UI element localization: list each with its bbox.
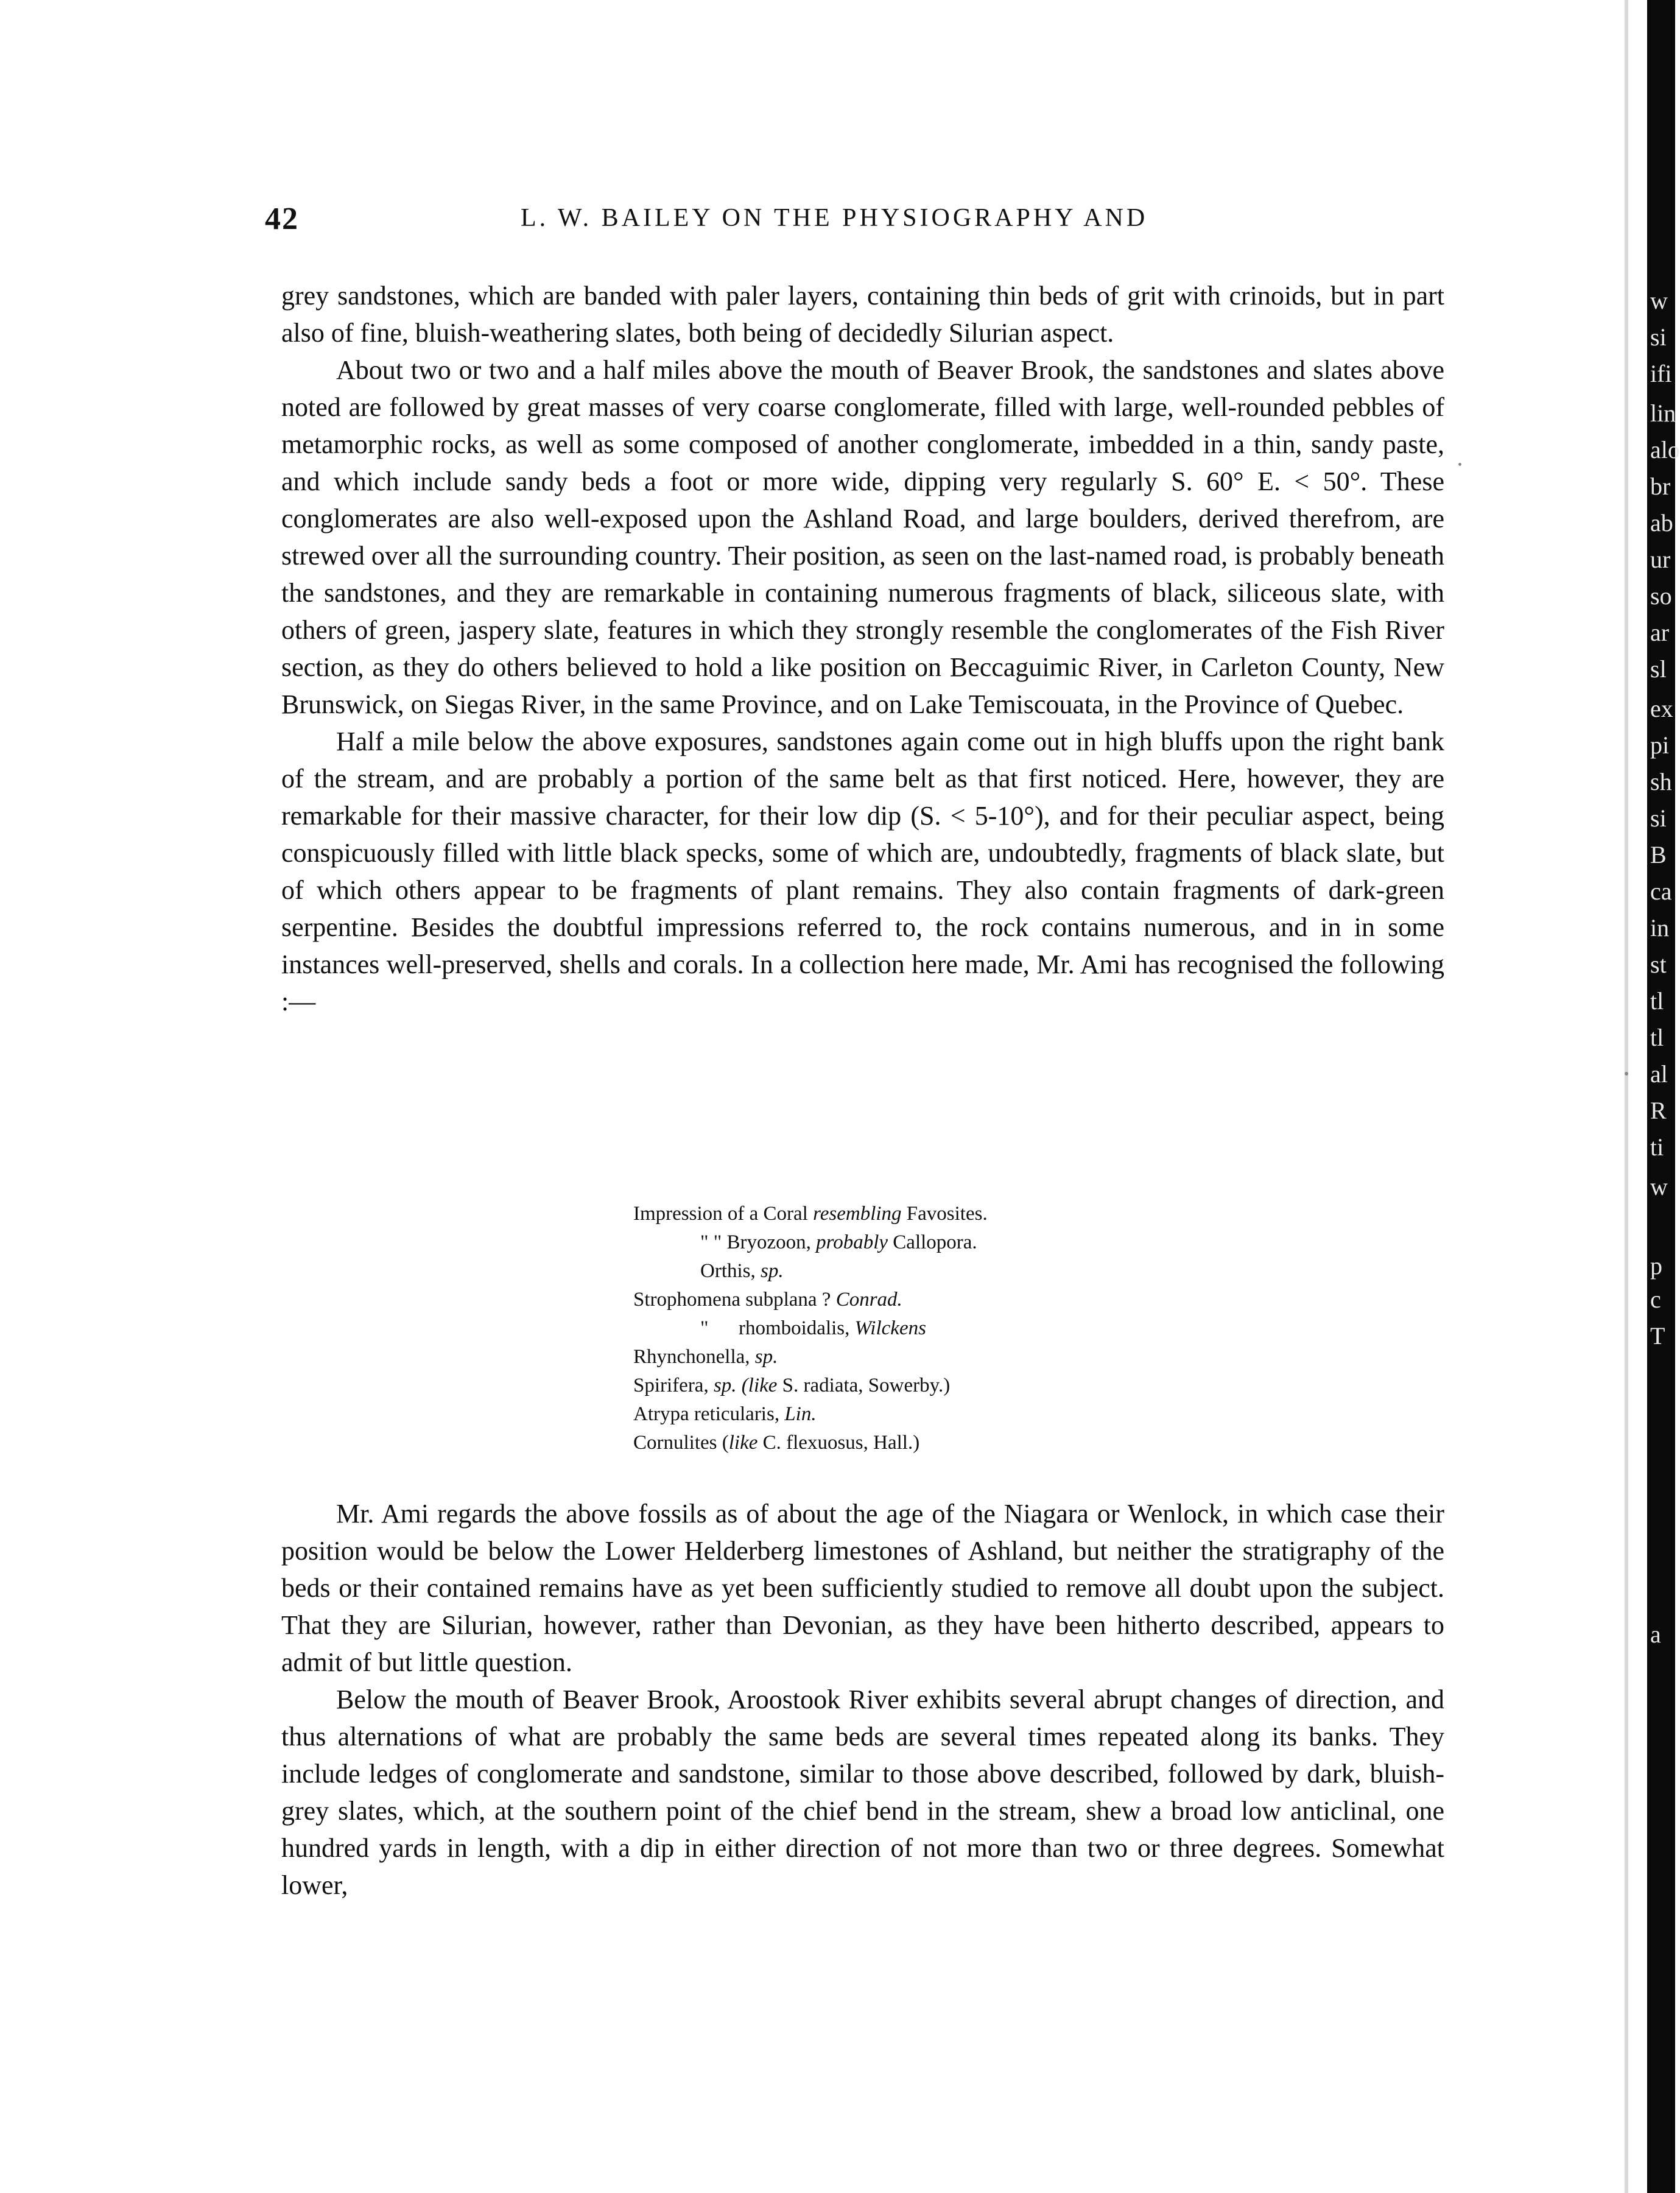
running-head: L. W. BAILEY ON THE PHYSIOGRAPHY AND xyxy=(521,204,1148,232)
facing-page-fragment: ar xyxy=(1650,619,1670,646)
fossil-entry: Orthis, sp. xyxy=(700,1260,784,1282)
facing-page-fragment: tl xyxy=(1650,987,1664,1015)
fossil-entry: Impression of a Coral resembling Favosites. xyxy=(633,1203,988,1225)
facing-page-fragment: pi xyxy=(1650,731,1670,759)
gutter-shadow xyxy=(1625,0,1628,2193)
facing-page-fragment: br xyxy=(1650,473,1671,500)
fossil-entry: " " Bryozoon, probably Callopora. xyxy=(700,1231,977,1253)
page-number: 42 xyxy=(265,202,299,236)
facing-page-fragment: so xyxy=(1650,582,1672,610)
facing-page-fragment: ur xyxy=(1650,546,1671,573)
facing-page-fragment: B xyxy=(1650,841,1667,868)
paragraph: Below the mouth of Beaver Brook, Aroostook River exhibits several abrupt changes of direction, and thus alternations of what are probably the same beds are several times repeated along its banks. They include ledges of conglomerate and sandstone, similar to those above described, followed by dark, bluish-grey slates, which, at the southern point of the chief bend in the stream, shew a broad low anticlinal, one hundred yards in length, with a dip in either direction of not more than two or three degrees. Somewhat lower, xyxy=(281,1684,1444,1900)
facing-page-fragment: sh xyxy=(1650,768,1672,795)
facing-page-fragment: w xyxy=(1650,1173,1668,1200)
paragraph: About two or two and a half miles above the mouth of Beaver Brook, the sandstones and slates above noted are followed by great masses of very coarse conglomerate, filled with large, well-rounded pebbles of metamorphic rocks, as well as some composed of another conglomerate, imbedded in a thin, sandy paste, and which include sandy beds a foot or more wide, dipping very regularly S. 60° E. < 50°. These conglomerates are also well-exposed upon the Ashland Road, and large boulders, derived therefrom, are strewed over all the surrounding country. Their position, as seen on the last-named road, is probably beneath the sandstones, and they are remarkable in containing numerous fragments of black, siliceous slate, with others of green, jaspery slate, features in which they strongly resemble the conglomerates of the Fish River section, as they do others believed to hold a like position on Beccaguimic River, in Carleton County, New Brunswick, on Siegas River, in the same Province, and on Lake Temiscouata, in the Province of Quebec. xyxy=(281,355,1444,719)
facing-page-fragment: tl xyxy=(1650,1024,1664,1051)
facing-page-fragment: w xyxy=(1650,287,1668,314)
paragraph: Half a mile below the above exposures, sandstones again come out in high bluffs upon the right bank of the stream, and are probably a portion of the same belt as that first noticed. Here, however, they are remarkable for their massive character, for their low dip (S. < 5-10°), and for their peculiar aspect, being conspicuously filled with little black specks, some of which are, undoubtedly, fragments of black slate, but of which others appear to be fragments of plant remains. They also contain fragments of dark-green serpentine. Besides the doubtful impressions referred to, the rock contains numerous, and in in some instances well-preserved, shells and corals. In a collection here made, Mr. Ami has recognised the following :— xyxy=(281,727,1444,1016)
scan-speck xyxy=(1458,463,1461,466)
facing-page-fragment: T xyxy=(1650,1322,1665,1350)
facing-page-fragment: c xyxy=(1650,1286,1661,1313)
body-text-top xyxy=(281,277,1444,1020)
facing-page-fragment: a xyxy=(1650,1621,1661,1648)
paragraph: Mr. Ami regards the above fossils as of about the age of the Niagara or Wenlock, in which case their position would be below the Lower Helderberg limestones of Ashland, but neither the stratigraphy of the beds or their contained remains have as yet been sufficiently studied to remove all doubt upon the subject. That they are Silurian, however, rather than Devonian, as they have been hitherto described, appears to admit of but little question. xyxy=(281,1499,1444,1677)
facing-page-fragment: ex xyxy=(1650,695,1673,722)
facing-page-fragment: lin xyxy=(1650,400,1676,427)
fossil-entry: Spirifera, sp. (like S. radiata, Sowerby.) xyxy=(633,1375,951,1396)
scan-speck xyxy=(1625,1072,1628,1075)
paragraph: grey sandstones, which are banded with paler layers, containing thin beds of grit with crinoids, but in part also of fine, bluish-weathering slates, both being of decidedly Silurian aspect. xyxy=(281,281,1444,348)
page-header xyxy=(265,201,1446,244)
facing-page-fragment: p xyxy=(1650,1252,1662,1280)
facing-page-fragment: ca xyxy=(1650,878,1672,905)
fossil-entry: " rhomboidalis, Wilckens xyxy=(700,1317,926,1339)
facing-page-fragment: ab xyxy=(1650,509,1673,537)
facing-page-fragment: alo xyxy=(1650,436,1680,463)
body-text-bottom xyxy=(281,1495,1444,1904)
facing-page-fragment: in xyxy=(1650,914,1670,942)
facing-page-fragment: ifi xyxy=(1650,360,1672,387)
facing-page-fragment: ti xyxy=(1650,1133,1664,1161)
fossil-entry: Rhynchonella, sp. xyxy=(633,1346,778,1368)
fossil-list xyxy=(633,1200,1181,1457)
fossil-entry: Strophomena subplana ? Conrad. xyxy=(633,1289,902,1311)
facing-page-fragments xyxy=(1650,0,1680,2193)
facing-page-fragment: si xyxy=(1650,323,1667,351)
facing-page-fragment: st xyxy=(1650,951,1667,978)
fossil-entry: Atrypa reticularis, Lin. xyxy=(633,1403,817,1425)
fossil-entry: Cornulites (like C. flexuosus, Hall.) xyxy=(633,1432,920,1454)
facing-page-fragment: si xyxy=(1650,804,1667,832)
facing-page-fragment: sl xyxy=(1650,655,1667,683)
facing-page-fragment: al xyxy=(1650,1060,1668,1088)
facing-page-fragment: R xyxy=(1650,1097,1667,1124)
